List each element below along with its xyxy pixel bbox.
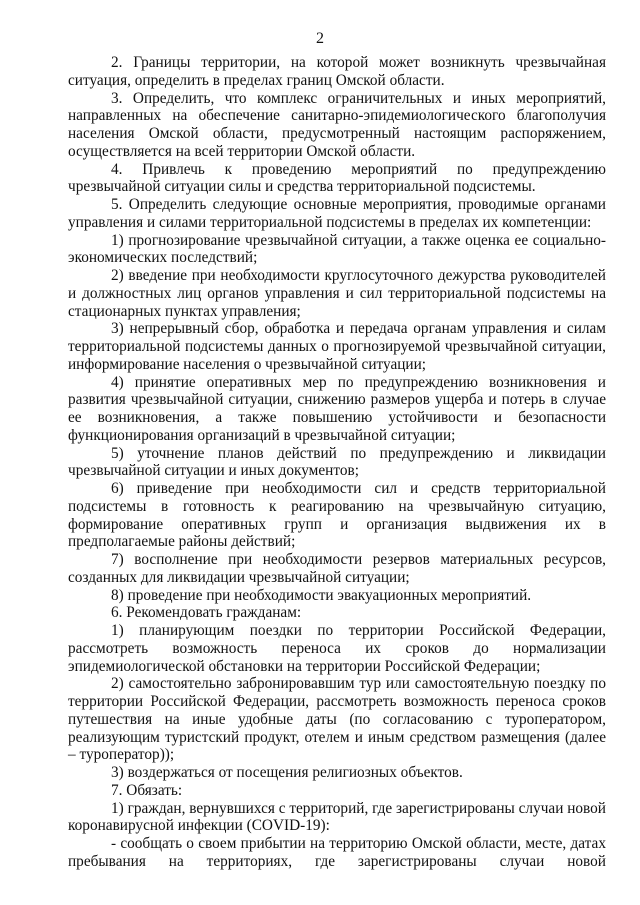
paragraph-2: 2. Границы территории, на которой может возникнуть чрезвычайная ситуация, определить в пределах границ Омской области. (68, 54, 606, 89)
paragraph-4: 4. Привлечь к проведению мероприятий по предупреждению чрезвычайной ситуации силы и средства территориальной подсистемы. (68, 160, 606, 196)
paragraph-5-item-8: 8) проведение при необходимости эвакуационных мероприятий. (111, 586, 532, 604)
paragraph-5-item-1: 1) прогнозирование чрезвычайной ситуации, а также оценка ее социально-экономических последствий; (68, 231, 606, 267)
paragraph-6-item-2: 2) самостоятельно забронировавшим тур или самостоятельную поездку по территории Российской Федерации, рассмотреть возможность переноса сроков путешествия на иные удобные даты (по согласованию с туроператором, реализующим туристский продукт, отелем и иным средством размещения (далее – туроператор)); (68, 675, 606, 764)
paragraph-7-item-1: 1) граждан, вернувшихся с территорий, где зарегистрированы случаи новой коронавирусной инфекции (COVID-19): (68, 799, 606, 835)
paragraph-6-item-3: 3) воздержаться от посещения религиозных объектов. (111, 764, 463, 781)
paragraph-7: 7. Обязать: (111, 781, 183, 799)
paragraph-6-item-1: 1) планирующим поездки по территории Российской Федерации, рассмотреть возможность переноса их сроков до нормализации эпидемиологической обстановки на территории Российской Федерации; (68, 622, 606, 675)
paragraph-7-item-1-dash: - сообщать о своем прибытии на территорию Омской области, месте, датах пребывания на территориях, где зарегистрированы случаи новой (68, 835, 606, 870)
paragraph-5-item-6: 6) приведение при необходимости сил и средств территориальной подсистемы в готовность к реагированию на чрезвычайную ситуацию, формирование оперативных групп и организация выдвижения их в предполагаемые районы действий; (68, 480, 606, 551)
paragraph-5-item-3: 3) непрерывный сбор, обработка и передача органам управления и силам территориальной подсистемы данных о прогнозируемой чрезвычайной ситуации, информирование населения о чрезвычайной ситуации; (68, 320, 606, 373)
paragraph-3: 3. Определить, что комплекс ограничительных и иных мероприятий, направленных на обеспечение санитарно-эпидемиологического благополучия населения Омской области, предусмотренный настоящим распоряжением, осуществляется на всей территории Омской области. (68, 89, 606, 160)
paragraph-5-item-2: 2) введение при необходимости круглосуточного дежурства руководителей и должностных лиц органов управления и сил территориальной подсистемы на стационарных пунктах управления; (68, 267, 606, 320)
page-number: 2 (316, 30, 324, 47)
document-body (68, 54, 606, 871)
paragraph-5-item-5: 5) уточнение планов действий по предупреждению и ликвидации чрезвычайной ситуации и иных документов; (68, 444, 606, 480)
paragraph-5-item-7: 7) восполнение при необходимости резервов материальных ресурсов, созданных для ликвидации чрезвычайной ситуации; (68, 551, 606, 586)
paragraph-6: 6. Рекомендовать гражданам: (111, 604, 302, 622)
paragraph-5-item-4: 4) принятие оперативных мер по предупреждению возникновения и развития чрезвычайной ситуации, снижению размеров ущерба и потерь в случае ее возникновения, а также повышению устойчивости и безопасности функционирования организаций в чрезвычайной ситуации; (68, 373, 606, 444)
paragraph-5: 5. Определить следующие основные мероприятия, проводимые органами управления и силами территориальной подсистемы в пределах их компетенции: (68, 196, 606, 231)
